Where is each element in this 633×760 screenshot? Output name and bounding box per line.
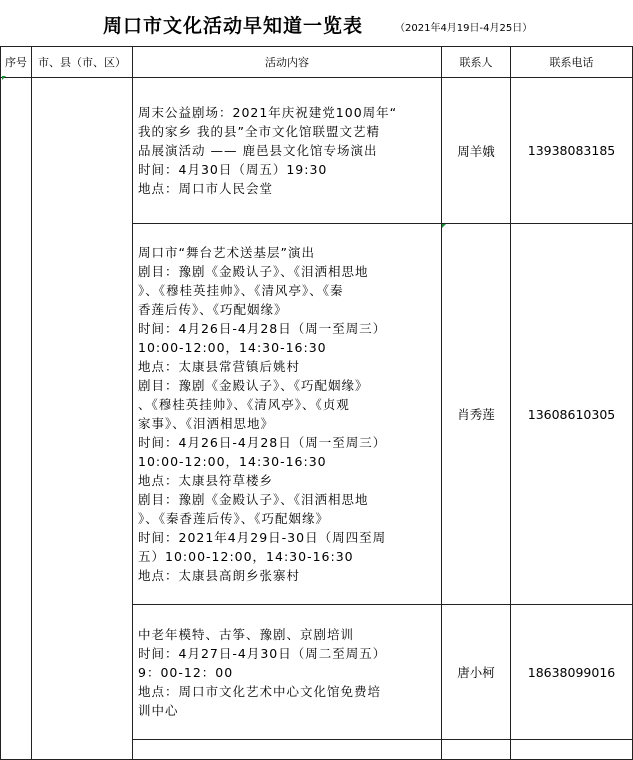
- county-cell: [32, 78, 133, 760]
- header-county: 市、县（市、区）: [32, 47, 133, 78]
- contact-cell: 肖秀莲: [442, 224, 511, 605]
- content-line: 10:00-12:00，14:30-16:30: [138, 454, 327, 469]
- contact-cell: 唐小柯: [442, 605, 511, 740]
- header-content: 活动内容: [133, 47, 442, 78]
- activity-content-cell: [133, 605, 442, 740]
- content-line: 周末公益剧场：2021年庆祝建党100周年“: [138, 105, 398, 120]
- seq-cell: [1, 78, 32, 760]
- phone-cell: 13938083185: [511, 78, 633, 224]
- activity-table: [0, 46, 633, 760]
- contact-cell: 周羊娥: [442, 78, 511, 224]
- content-line: 五）10:00-12:00，14:30-16:30: [138, 549, 354, 564]
- table-row: [1, 78, 633, 224]
- content-line: 时间：4月27日-4月30日（周二至周五）: [138, 645, 387, 661]
- header-contact: 联系人: [442, 47, 511, 78]
- phone-cell: 13608610305: [511, 224, 633, 605]
- content-line: 时间：2021年4月29日-30日（周四至周: [138, 530, 387, 545]
- content-line: 地点：太康县常营镇后姚村: [138, 359, 301, 374]
- content-line: 我的家乡 我的县”全市文化馆联盟文艺精: [138, 124, 380, 139]
- content-line: 地点：太康县高朗乡张寨村: [138, 568, 301, 583]
- content-line: 家事》、《泪洒相思地》: [138, 416, 275, 431]
- content-line: 训中心: [138, 702, 179, 718]
- table-header-row: [1, 47, 633, 78]
- page-title-area: [0, 0, 633, 46]
- page-subtitle-date-range: （2021年4月19日-4月25日）: [395, 23, 533, 34]
- cell-comment-marker: [442, 224, 446, 228]
- content-line: 品展演活动 —— 鹿邑县文化馆专场演出: [138, 143, 378, 158]
- content-line: 地点：太康县符草楼乡: [138, 473, 274, 488]
- header-phone: 联系电话: [511, 47, 633, 78]
- content-line: 》、《秦香莲后传》、《巧配姻缘》: [138, 511, 330, 526]
- cell-comment-marker: [2, 76, 6, 80]
- content-line: 10:00-12:00，14:30-16:30: [138, 340, 327, 355]
- content-line: 剧目：豫剧《金殿认子》、《泪洒相思地: [138, 492, 369, 507]
- content-line: 时间：4月26日-4月28日（周一至周三）: [138, 435, 387, 450]
- content-line: 9：00-12：00: [138, 664, 234, 680]
- content-line: 、《穆桂英挂帅》、《清风亭》、《贞观: [138, 397, 350, 412]
- content-line: 剧目：豫剧《金殿认子》、《巧配姻缘》: [138, 378, 369, 393]
- activity-content-cell: [133, 78, 442, 224]
- page-title: 周口市文化活动早知道一览表: [103, 15, 364, 37]
- content-line: 周口市“舞台艺术送基层”演出: [138, 245, 315, 260]
- content-line: 剧目：豫剧《金殿认子》、《泪洒相思地: [138, 264, 369, 279]
- content-line: 中老年模特、古筝、豫剧、京剧培训: [138, 626, 355, 642]
- header-seq: 序号: [1, 47, 32, 78]
- content-line: 香莲后传》、《巧配姻缘》: [138, 302, 288, 317]
- content-line: 》、《穆桂英挂帅》、《清风亭》、《秦: [138, 283, 344, 298]
- phone-cell: 18638099016: [511, 605, 633, 740]
- activity-content-cell: [133, 224, 442, 605]
- content-line: 时间：4月26日-4月28日（周一至周三）: [138, 321, 387, 336]
- content-line: 地点：周口市人民会堂: [138, 181, 274, 196]
- content-line: 时间：4月30日（周五）19:30: [138, 162, 328, 177]
- content-line: 地点：周口市文化艺术中心文化馆免费培: [138, 683, 382, 699]
